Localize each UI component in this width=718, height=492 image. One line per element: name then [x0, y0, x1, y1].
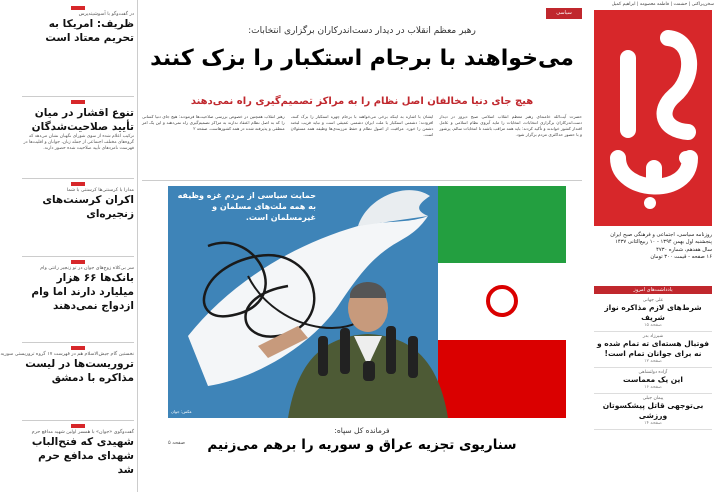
- info-line: پنجشنبه اول بهمن ۱۳۹۴ - ۱۰ ربیع‌الثانی ۱۴۳۷: [615, 239, 712, 246]
- divider: [22, 420, 134, 421]
- story-headline: اکران کرسنت‌های زنجیره‌ای: [42, 194, 134, 220]
- story-kicker: سر بی‌کلاه زوج‌های جوان در تو زنجیر رانتی وام: [40, 266, 134, 271]
- lead-column: رهبر انقلاب همچنین در خصوص بررسی صلاحیت‌ها فرمودند: هیچ جای دنیا کسانی را که به اصل نظام اعتقاد ندارند به مراکز تصمیم‌گیری راه نمی‌دهند و این یک امر منطقی و پذیرفته شده در همه کشورهاست. صفحه ۲: [141, 114, 285, 131]
- photo-credit: عکس: جوان: [171, 409, 192, 414]
- photo-quote: حمایت سیاسی از مردم غزه وظیفه‌ به همه ملت‌های مسلمان و غیرمسلمان است.: [177, 191, 316, 222]
- note-kicker: آزاده دولتشاهی: [638, 370, 668, 375]
- story-headline: شهیدی که فتح‌الباب شهدای مدافع حرم شد: [31, 436, 134, 476]
- lead-story-columns: [142, 114, 582, 176]
- left-story[interactable]: [22, 260, 134, 313]
- story-headline: بانک‌ها ۶۶ هزار میلیارد دارند اما وام ازدواج نمی‌دهند: [31, 272, 134, 312]
- note-kicker: پیمان جبلی: [642, 396, 664, 401]
- divider: [142, 180, 582, 181]
- story-headline: ظریف: امریکا به تحریم معتاد است: [45, 18, 134, 44]
- note-title: این یک معماست: [623, 375, 683, 384]
- divider: [22, 178, 134, 179]
- story-badge: [71, 260, 85, 264]
- main-subheadline: هیچ جای دنیا مخالفان اصل نظام را به مراکز تصمیم‌گیری راه نمی‌دهند: [190, 96, 534, 107]
- note-item[interactable]: [594, 394, 712, 430]
- note-page: صفحه ۱۲: [644, 359, 662, 364]
- story-kicker: نخستین گام جیش‌الاسلام هم در فهرست ۱۷ گروه تروریستی سوریه: [0, 352, 134, 357]
- lead-column: حضرت آیت‌الله خامنه‌ای رهبر معظم انقلاب اسلامی صبح دیروز در دیدار دست‌اندرکاران برگزاری انتخابات، انتخابات را مایه آبروی نظام اسلامی و عامل اقتدار کشور خواندند و تأکید کردند: باید همه مراقب باشند تا انتخابات سالم، پرشور و با حضور حداکثری مردم برگزار شود.: [439, 114, 582, 137]
- story-badge: [71, 182, 85, 186]
- story-badge: [71, 100, 85, 104]
- story-kicker: در گفت‌وگو با آسوشیتدپرس: [78, 12, 134, 17]
- note-kicker: علی جهانی: [642, 298, 664, 303]
- newspaper-logo: [594, 10, 712, 226]
- masthead-info: [592, 232, 712, 262]
- story-headline: تروریست‌ها در لیست مذاکره با دمشق: [25, 358, 134, 384]
- photo-story-headline[interactable]: سناریوی تجزیه عراق و سوریه را برهم می‌زنیم: [207, 437, 517, 453]
- note-page: صفحه ۱۴: [644, 421, 662, 426]
- note-title: فوتبال هسته‌ای ته تمام شده و نه برای جوانان تمام است!: [596, 339, 710, 358]
- story-body: ترکیب اعلام شده از سوی شورای نگهبان نشان می‌دهد که گروه‌های مختلف اجتماعی از جمله زنان، جوانان و اقلیت‌ها در فهرست نامزدهای تأیید صلاحیت شده حضور دارند.: [23, 134, 134, 151]
- left-story[interactable]: [22, 6, 134, 45]
- lead-column: ایشان با اشاره به اینکه برخی می‌خواهند با برجام چهره استکبار را بزک کنند، افزودند: دشمنی استکبار با ملت ایران دشمنی عمیقی است و نباید فریب لبخند دشمن را خورد. مراقبت از اصول نظام و حفظ مرزبندی‌ها وظیفه همه مسئولان است.: [290, 114, 434, 137]
- left-story[interactable]: [22, 100, 134, 160]
- story-badge: [71, 6, 85, 10]
- masthead-top-line: سخن‌پراکنی | حشمت | فاطمه معصومه | ابراهیم کمیل: [611, 2, 714, 7]
- logo-calligraphy: [598, 18, 708, 218]
- photo-story-page: صفحه ۵: [168, 440, 185, 446]
- info-line: سال هفدهم، شماره ۴۷۳۰: [656, 246, 712, 253]
- story-badge: [71, 424, 85, 428]
- story-headline: تنوع اقشار در میان تأیید صلاحیت‌شدگان: [31, 107, 134, 133]
- note-item[interactable]: [594, 332, 712, 368]
- section-tag: سیاسی: [546, 8, 582, 19]
- note-item[interactable]: [594, 368, 712, 394]
- divider: [22, 256, 134, 257]
- story-badge: [71, 346, 85, 350]
- story-kicker: گفت‌وگوی «جوان» با همسر اولین شهید مدافع حرم: [31, 430, 134, 435]
- center-column: [142, 0, 582, 492]
- divider: [22, 342, 134, 343]
- divider: [22, 96, 134, 97]
- info-line: ۱۶ صفحه - قیمت ۳۰۰ تومان: [650, 254, 712, 261]
- main-supra-headline: رهبر معظم انقلاب در دیدار دست‌اندرکاران برگزاری انتخابات:: [248, 26, 476, 36]
- note-title: شرط‌های لازم مذاکره نواز شریف: [604, 303, 702, 322]
- story-kicker: مدارا با کرسنتی‌ها کرسنتی با شما: [66, 188, 134, 193]
- main-headline[interactable]: می‌خواهند با برجام استکبار را بزک کنند: [150, 46, 574, 71]
- photo-story-kicker: فرمانده کل سپاه:: [334, 426, 390, 435]
- masthead-column: [588, 0, 718, 492]
- info-line: روزنامه سیاسی، اجتماعی و فرهنگی صبح ایران: [610, 232, 712, 238]
- notes-header: یادداشت‌های امروز: [594, 286, 712, 294]
- left-story[interactable]: [0, 346, 134, 385]
- lead-photo[interactable]: [168, 186, 566, 418]
- left-story[interactable]: [22, 182, 134, 221]
- note-page: صفحه ۱۵: [644, 323, 662, 328]
- note-item[interactable]: [594, 296, 712, 332]
- left-column: [0, 0, 138, 492]
- left-story[interactable]: [22, 424, 134, 477]
- notes-list: [594, 296, 712, 430]
- note-kicker: شیرزاد بدر: [642, 334, 664, 339]
- note-page: صفحه ۱۶: [644, 385, 662, 390]
- note-title: بی‌توجهی قاتل پیشکسوتان ورزشی: [602, 401, 704, 420]
